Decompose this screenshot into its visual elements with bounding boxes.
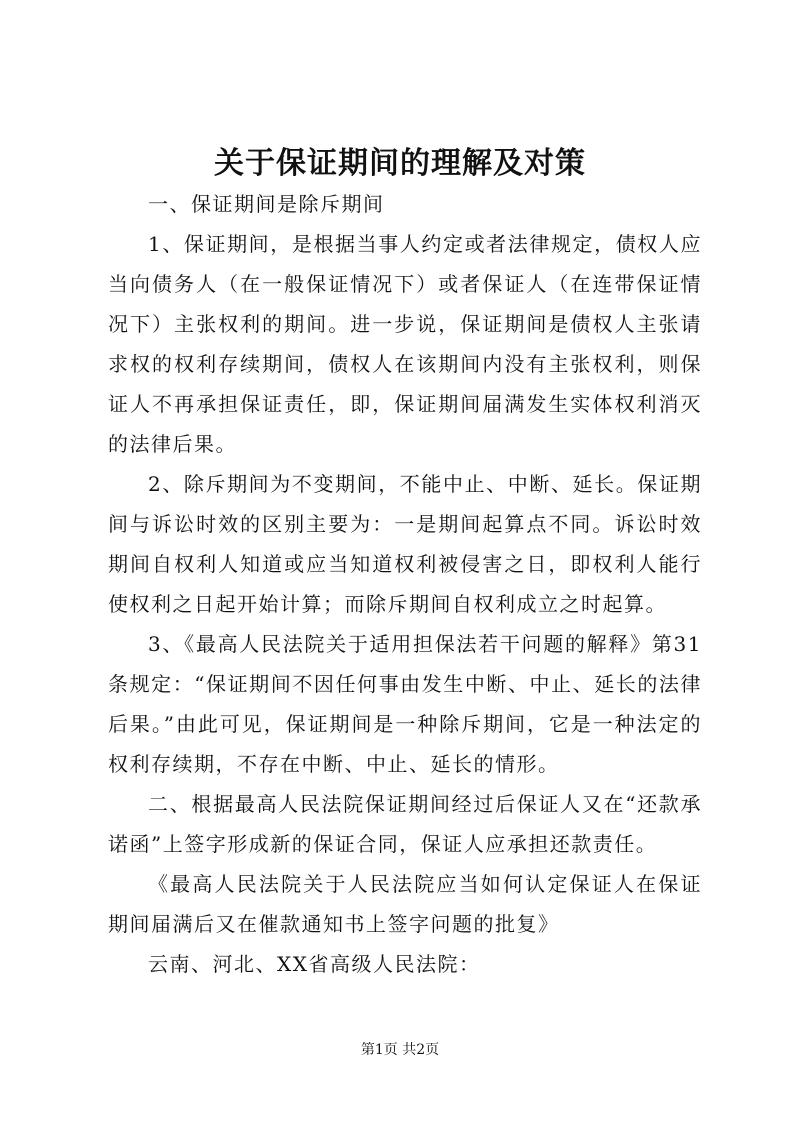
page-footer: 第1页 共2页: [360, 1042, 440, 1058]
section-heading-1: 一、保证期间是除斥期间: [148, 192, 385, 216]
document-body: [108, 184, 702, 984]
reply-document-title: 《最高人民法院关于人民法院应当如何认定保证人在保证期间届满后又在催款通知书上签字问题的批复》: [108, 872, 702, 936]
paragraph-item-1: 1、保证期间，是根据当事人约定或者法律规定，债权人应当向债务人（在一般保证情况下）或者保证人（在连带保证情况下）主张权利的期间。进一步说，保证期间是债权人主张请求权的权利存续期间，债权人在该期间内没有主张权利，则保证人不再承担保证责任，即，保证期间届满发生实体权利消灭的法律后果。: [108, 232, 702, 456]
addressee-line: 云南、河北、XX省高级人民法院：: [148, 952, 481, 976]
section-heading-2: 二、根据最高人民法院保证期间经过后保证人又在“还款承诺函”上签字形成新的保证合同，保证人应承担还款责任。: [108, 792, 702, 856]
paragraph-item-2: 2、除斥期间为不变期间，不能中止、中断、延长。保证期间与诉讼时效的区别主要为：一是期间起算点不同。诉讼时效期间自权利人知道或应当知道权利被侵害之日，即权利人能行使权利之日起开始计算；而除斥期间自权利成立之时起算。: [108, 472, 702, 616]
paragraph-item-3: 3、《最高人民法院关于适用担保法若干问题的解释》第31条规定：“保证期间不因任何事由发生中断、中止、延长的法律后果。”由此可见，保证期间是一种除斥期间，它是一种法定的权利存续期，不存在中断、中止、延长的情形。: [108, 632, 702, 776]
document-title: 关于保证期间的理解及对策: [214, 146, 586, 181]
